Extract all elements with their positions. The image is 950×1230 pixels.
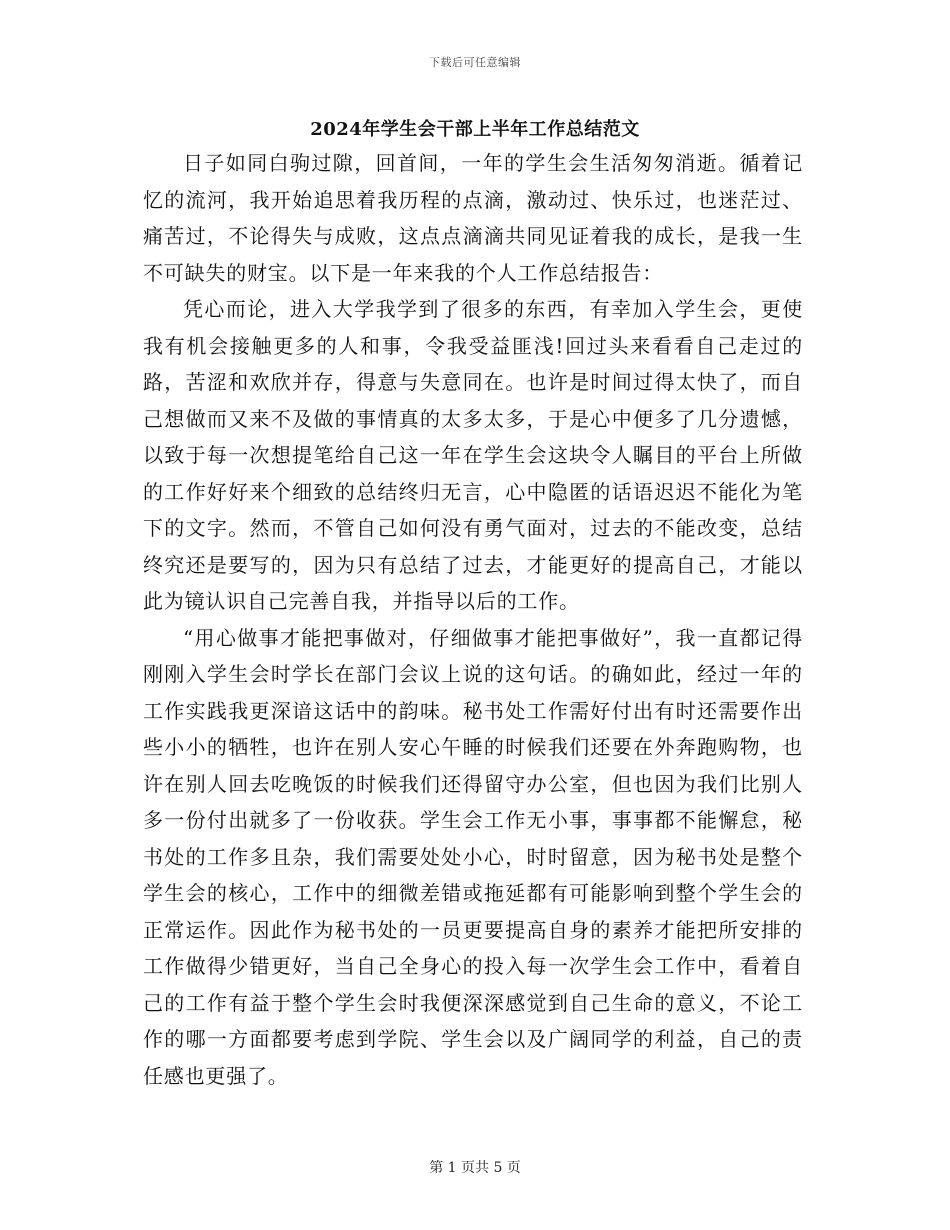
page-header-note: 下载后可任意编辑 xyxy=(429,56,521,69)
page-number-footer: 第 1 页共 5 页 xyxy=(429,1160,521,1176)
paragraph-1: 日子如同白驹过隙，回首间，一年的学生会生活匆匆消逝。循着记忆的流河，我开始追思着我历程的点滴，激动过、快乐过，也迷茫过、痛苦过，不论得失与成败，这点点滴滴共同见证着我的成长，是我一生不可缺失的财宝。以下是一年来我的个人工作总结报告： xyxy=(143,151,803,285)
document-body xyxy=(143,145,803,1094)
paragraph-2: 凭心而论，进入大学我学到了很多的东西，有幸加入学生会，更使我有机会接触更多的人和事，令我受益匪浅!回过头来看看自己走过的路，苦涩和欢欣并存，得意与失意同在。也许是时间过得太快了，而自己想做而又来不及做的事情真的太多太多，于是心中便多了几分遗憾，以致于每一次想提笔给自己这一年在学生会这块令人瞩目的平台上所做的工作好好来个细致的总结终归无言，心中隐匿的话语迟迟不能化为笔下的文字。然而，不管自己如何没有勇气面对，过去的不能改变，总结终究还是要写的，因为只有总结了过去，才能更好的提高自己，才能以此为镜认识自己完善自我，并指导以后的工作。 xyxy=(143,297,803,613)
paragraph-3: “用心做事才能把事做对，仔细做事才能把事做好”，我一直都记得刚刚入学生会时学长在部门会议上说的这句话。的确如此，经过一年的工作实践我更深谙这话中的韵味。秘书处工作需好付出有时还需要作出些小小的牺牲，也许在别人安心午睡的时候我们还要在外奔跑购物，也许在别人回去吃晚饭的时候我们还得留守办公室，但也因为我们比别人多一份付出就多了一份收获。学生会工作无小事，事事都不能懈怠，秘书处的工作多且杂，我们需要处处小心，时时留意，因为秘书处是整个学生会的核心，工作中的细微差错或拖延都有可能影响到整个学生会的正常运作。因此作为秘书处的一员更要提高自身的素养才能把所安排的工作做得少错更好，当自己全身心的投入每一次学生会工作中，看着自己的工作有益于整个学生会时我便深深感觉到自己生命的意义，不论工作的哪一方面都要考虑到学院、学生会以及广阔同学的利益，自己的责任感也更强了。 xyxy=(143,625,803,1088)
document-title: 2024年学生会干部上半年工作总结范文 xyxy=(310,119,640,140)
